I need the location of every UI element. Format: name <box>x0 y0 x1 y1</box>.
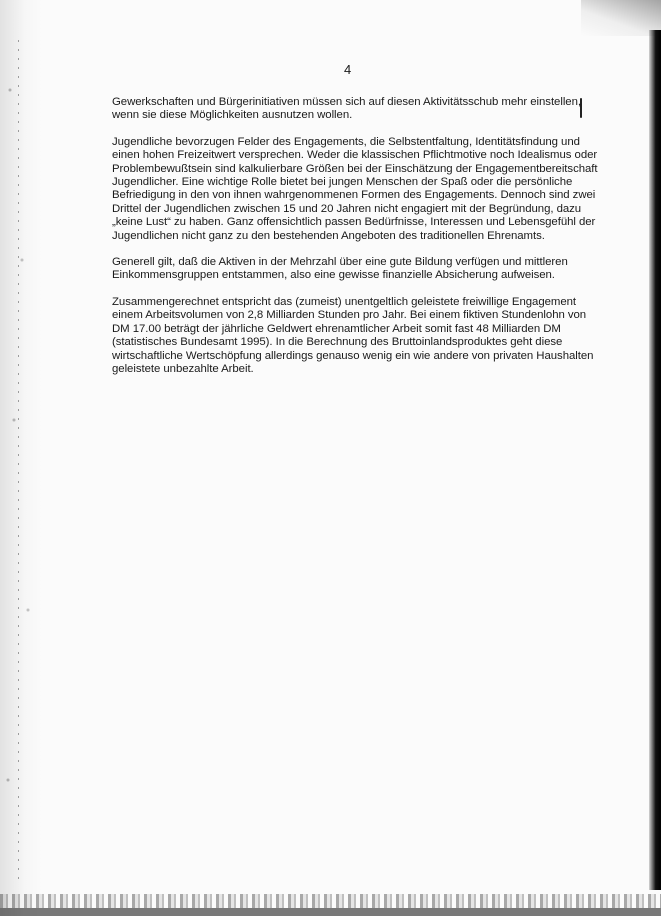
text-line: Problembewußtsein sind kalkulierbare Größen bei der Einschätzung der Engagementbereitschaft <box>112 162 598 175</box>
text-line: „keine Lust“ zu haben. Ganz offensichtlich passen Bedürfnisse, Interessen und Lebensgefühl der <box>112 216 596 229</box>
text-line: (statistisches Bundesamt 1995). In die Berechnung des Bruttoinlandsproduktes geht diese <box>112 336 563 349</box>
text-line: Zusammengerechnet entspricht das (zumeist) unentgeltlich geleistete freiwillige Engagement <box>112 295 577 308</box>
text-line: Einkommensgruppen entstammen, also eine gewisse finanzielle Absicherung aufweisen. <box>112 269 555 282</box>
text-line: einem Arbeitsvolumen von 2,8 Milliarden Stunden pro Jahr. Bei einem fiktiven Stundenlohn von <box>112 309 587 322</box>
text-line: Drittel der Jugendlichen zwischen 15 und 20 Jahren nicht engagiert mit der Begründung, dazu <box>112 202 582 215</box>
text-line: Jugendlichen nicht ganz zu den bestehenden Angeboten des traditionellen Ehrenamts. <box>112 229 545 242</box>
text-line: geleistete unbezahlte Arbeit. <box>112 362 254 375</box>
text-line: einen hohen Freizeitwert versprechen. Weder die klassischen Pflichtmotive noch Idealismus oder <box>112 149 598 162</box>
paragraph <box>112 96 602 123</box>
text-line: Jugendlicher. Eine wichtige Rolle bietet bei jungen Menschen der Spaß oder die persönliche <box>112 176 573 189</box>
body-text <box>112 96 602 389</box>
text-line: wirtschaftliche Wertschöpfung allerdings genauso wenig ein wie andere von privaten Haushalten <box>112 349 594 362</box>
paragraph <box>112 136 602 243</box>
text-line: Befriedigung in den von ihnen wahrgenommenen Formen des Engagements. Dennoch sind zwei <box>112 189 596 202</box>
paragraph <box>112 296 602 376</box>
text-line: DM 17.00 beträgt der jährliche Geldwert ehrenamtlicher Arbeit somit fast 48 Milliarden DM <box>112 322 561 335</box>
text-line: Jugendliche bevorzugen Felder des Engagements, die Selbstentfaltung, Identitätsfindung und <box>112 135 580 148</box>
scan-right-edge <box>649 30 661 890</box>
text-line: Generell gilt, daß die Aktiven in der Mehrzahl über eine gute Bildung verfügen und mittleren <box>112 256 568 269</box>
text-line: Gewerkschaften und Bürgerinitiativen müssen sich auf diesen Aktivitätsschub mehr einstellen, <box>112 96 581 108</box>
scan-left-edge <box>0 0 42 916</box>
scan-bottom-edge <box>0 894 661 916</box>
paragraph <box>112 256 602 283</box>
text-line: wenn sie diese Möglichkeiten ausnutzen wollen. <box>112 109 353 122</box>
page-number: 4 <box>344 62 352 77</box>
